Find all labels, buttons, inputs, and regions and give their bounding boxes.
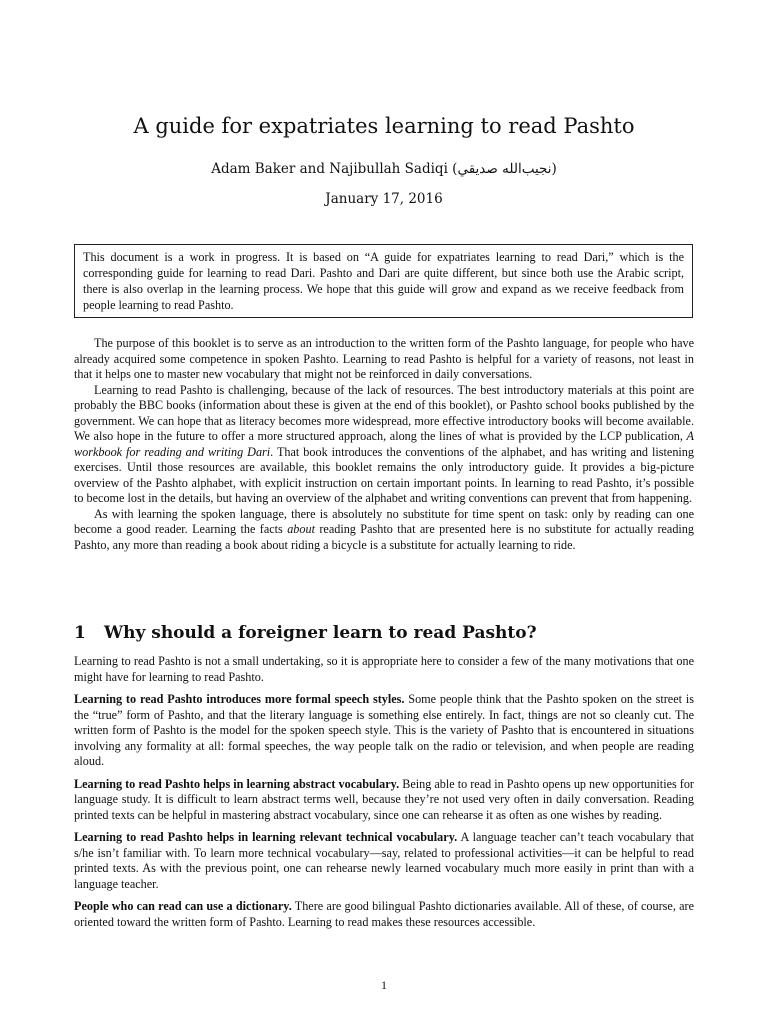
intro-p3-text-a: As with learning the spoken language, there is absolutely no substitute for time spent on task: only by reading can one become a good reader. Learning the facts: [74, 506, 694, 536]
section-1-body: [74, 654, 694, 937]
intro-p3-text-b: reading Pashto that are presented here is no substitute for actually reading Pashto, any more than reading a book about riding a bicycle is a substitute for actually learning to ride.: [74, 522, 694, 552]
intro-paragraph-1: The purpose of this booklet is to serve as an introduction to the written form of the Pashto language, for people who have already acquired some competence in spoken Pashto. Learning to read Pashto is helpful for a variety of reasons, not least in that it helps one to master new vocabulary that might not be reinforced in daily conversations.: [74, 336, 694, 381]
motivation-item: [74, 899, 694, 930]
intro-p2-text-a: Learning to read Pashto is challenging, because of the lack of resources. The best introductory materials at this point are probably the BBC books (information about these is given at the end of this booklet), or Pashto school books published by the government. We can hope that as literacy becomes more widespread, more effective introductory books will become available. We also hope in the future to offer a more structured approach, along the lines of what is provided by the LCP publication,: [74, 382, 694, 443]
motivation-lead: Learning to read Pashto helps in learning relevant technical vocabulary.: [74, 830, 458, 844]
document-authors: Adam Baker and Najibullah Sadiqi (نجيب‌الله صديقي): [211, 161, 557, 177]
intro-paragraph-3: [74, 507, 694, 554]
motivation-text: A language teacher can’t teach vocabulary that s/he isn’t familiar with. To learn more technical vocabulary—say, related to professional activities—it can be helpful to read printed texts. As with the previous point, one can rehearse newly learned vocabulary much more easily in print than with a language teacher.: [74, 830, 694, 891]
intro-paragraph-2: [74, 383, 694, 507]
motivation-item: [74, 692, 694, 770]
document-title: A guide for expatriates learning to read Pashto: [133, 114, 635, 138]
page-number: 1: [381, 978, 387, 992]
section-1-intro: Learning to read Pashto is not a small undertaking, so it is appropriate here to consider a few of the many motivations that one might have for learning to read Pashto.: [74, 654, 694, 684]
work-in-progress-notice: This document is a work in progress. It is based on “A guide for expatriates learning to read Dari,” which is the corresponding guide for learning to read Dari. Pashto and Dari are quite different, but since both use the Arabic script, there is also overlap in the learning process. We hope that this guide will grow and expand as we receive feedback from people learning to read Pashto.: [74, 244, 693, 318]
motivation-text: There are good bilingual Pashto dictionaries available. All of these, of course, are oriented toward the written form of Pashto. Learning to read makes these resources accessible.: [74, 899, 694, 929]
motivation-text: Being able to read in Pashto opens up new opportunities for language study. It is difficult to learn abstract terms well, because they’re not used very often in daily conversation. Reading printed texts can be helpful in mastering abstract vocabulary, since one can rehearse it as often as one wishes by reading.: [74, 776, 694, 822]
workbook-title: A workbook for reading and writing Dari: [74, 429, 694, 459]
motivation-item: [74, 830, 694, 892]
section-1-heading: [74, 623, 694, 643]
introduction: [74, 336, 694, 553]
motivation-lead: People who can read can use a dictionary.: [74, 899, 292, 913]
emphasis-about: about: [287, 522, 315, 536]
motivation-text: Some people think that the Pashto spoken on the street is the “true” form of Pashto, and that the literary language is something else entirely. In fact, things are not so cleanly cut. The written form of Pashto is the model for the spoken speech style. This is the variety of Pashto that is encountered in situations involving any formality at all: formal speeches, the way people talk on the radio or television, and when people are reading aloud.: [74, 692, 694, 768]
motivation-item: [74, 777, 694, 824]
section-title: Why should a foreigner learn to read Pashto?: [104, 623, 537, 643]
intro-p2-text-b: . That book introduces the conventions of the alphabet, and has writing and listening exercises. Until those resources are available, this booklet remains the only introductory guide. It provides a big-picture overview of the Pashto alphabet, with explicit instruction on certain important points. In learning to read Pashto, it’s possible to become lost in the details, but having an overview of the alphabet and writing conventions can prevent that from happening.: [74, 444, 694, 505]
section-number: 1: [74, 623, 86, 643]
document-date: January 17, 2016: [325, 191, 443, 207]
motivation-lead: Learning to read Pashto helps in learning abstract vocabulary.: [74, 776, 400, 791]
motivation-lead: Learning to read Pashto introduces more formal speech styles.: [74, 692, 405, 706]
